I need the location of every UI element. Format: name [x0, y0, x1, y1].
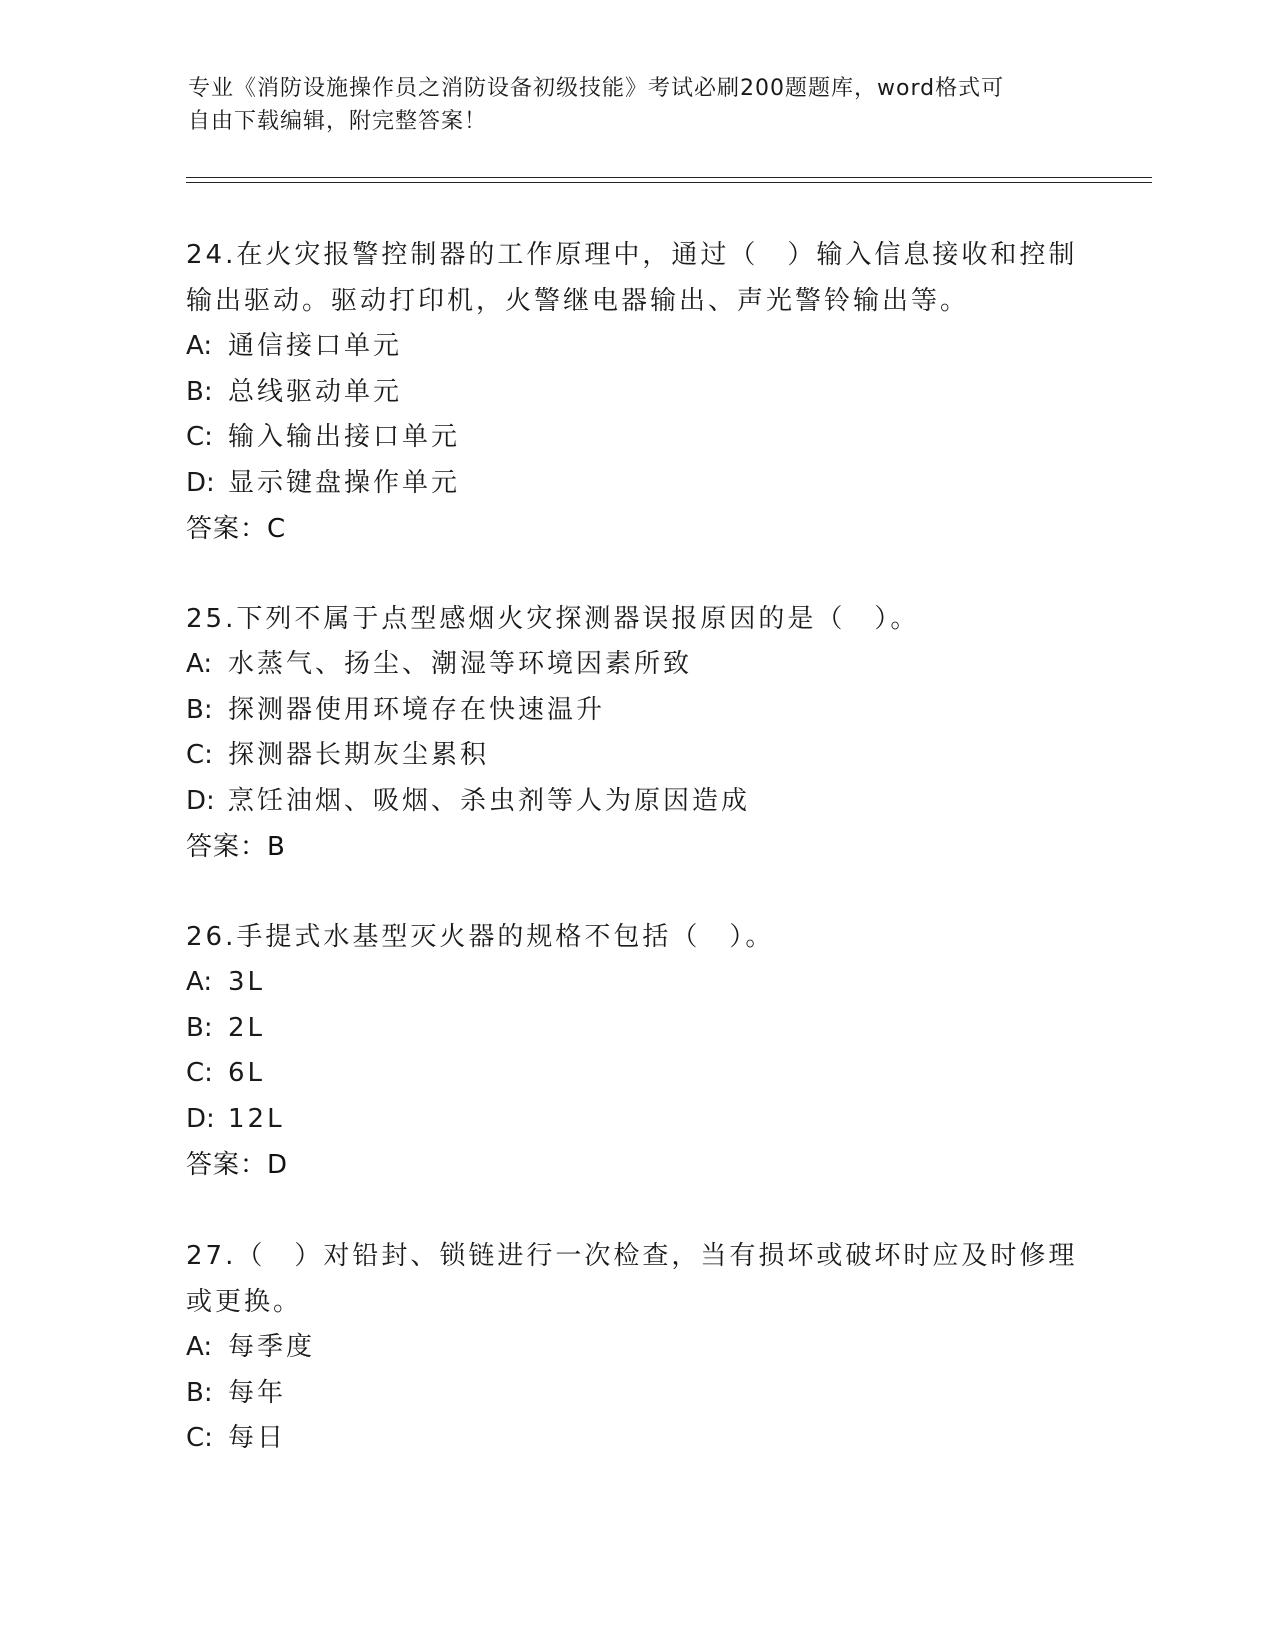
question-25 — [186, 596, 1086, 870]
option-letter: D: — [186, 785, 215, 816]
option-a — [186, 642, 1086, 688]
answer-line: 答案：C — [186, 514, 287, 544]
header-line-2: 自由下载编辑，附完整答案！ — [188, 109, 488, 134]
option-d — [186, 1097, 1086, 1143]
option-a — [186, 960, 1086, 1006]
option-text: 每季度 — [228, 1332, 316, 1362]
option-c — [186, 415, 1086, 461]
question-27 — [186, 1233, 1086, 1462]
answer-line: 答案：D — [186, 1150, 289, 1180]
option-letter: A: — [186, 331, 213, 361]
option-c — [186, 733, 1086, 779]
option-text: 每日 — [228, 1423, 287, 1453]
option-c — [186, 1051, 1086, 1097]
option-letter: B: — [186, 1377, 213, 1408]
header-divider-top — [186, 177, 1152, 178]
option-text: 显示键盘操作单元 — [228, 467, 461, 498]
option-a — [186, 324, 1086, 370]
option-b — [186, 688, 1086, 734]
option-text: 输入输出接口单元 — [228, 422, 461, 452]
option-letter: D: — [186, 467, 215, 498]
header-line-1: 专业《消防设施操作员之消防设备初级技能》考试必刷200题题库，word格式可 — [188, 76, 1005, 101]
option-b — [186, 1006, 1086, 1052]
option-d — [186, 779, 1086, 825]
question-26 — [186, 914, 1086, 1188]
header-divider-bottom — [186, 182, 1152, 183]
option-letter: B: — [186, 1012, 213, 1043]
option-c — [186, 1416, 1086, 1462]
option-text: 水蒸气、扬尘、潮湿等环境因素所致 — [228, 649, 693, 679]
answer-line: 答案：B — [186, 832, 286, 862]
option-letter: C: — [186, 740, 213, 770]
option-b — [186, 1371, 1086, 1417]
option-text: 总线驱动单元 — [228, 376, 403, 407]
option-text: 通信接口单元 — [228, 331, 403, 361]
option-letter: A: — [186, 967, 213, 997]
option-text: 每年 — [228, 1377, 287, 1408]
question-24 — [186, 232, 1086, 552]
option-text: 12L — [228, 1103, 285, 1134]
question-text-line: 输出驱动。驱动打印机，火警继电器输出、声光警铃输出等。 — [186, 286, 970, 316]
option-text: 探测器长期灰尘累积 — [228, 740, 490, 770]
option-letter: C: — [186, 1423, 213, 1453]
option-letter: C: — [186, 1058, 213, 1088]
option-text: 3L — [228, 967, 266, 997]
option-b — [186, 370, 1086, 416]
option-text: 6L — [228, 1058, 266, 1088]
option-text: 烹饪油烟、吸烟、杀虫剂等人为原因造成 — [228, 785, 751, 816]
option-text: 2L — [228, 1012, 266, 1043]
option-letter: D: — [186, 1103, 215, 1134]
question-text-line: 24.在火灾报警控制器的工作原理中，通过（ ）输入信息接收和控制 — [186, 240, 1078, 270]
question-text-line: 27.（ ）对铅封、锁链进行一次检查，当有损坏或破坏时应及时修理 — [186, 1241, 1078, 1271]
document-header — [188, 72, 1088, 138]
option-letter: A: — [186, 1332, 213, 1362]
question-text-line: 26.手提式水基型灭火器的规格不包括（ ）。 — [186, 922, 775, 952]
question-text-line: 或更换。 — [186, 1287, 303, 1317]
option-letter: B: — [186, 376, 213, 407]
option-letter: A: — [186, 649, 213, 679]
option-d — [186, 461, 1086, 507]
option-letter: B: — [186, 694, 213, 725]
option-a — [186, 1325, 1086, 1371]
question-text-line: 25.下列不属于点型感烟火灾探测器误报原因的是（ ）。 — [186, 604, 920, 634]
option-text: 探测器使用环境存在快速温升 — [228, 694, 606, 725]
option-letter: C: — [186, 422, 213, 452]
